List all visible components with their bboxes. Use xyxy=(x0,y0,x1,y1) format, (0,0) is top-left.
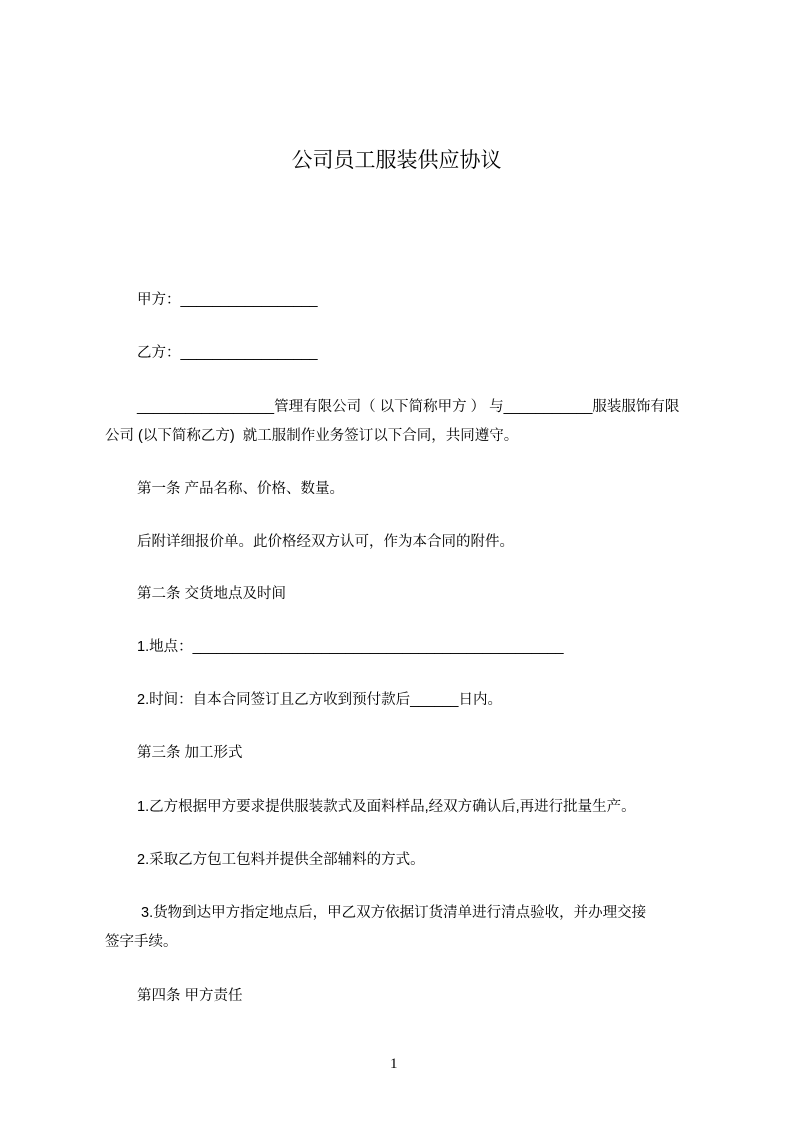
article-3-item-1: 1.乙方根据甲方要求提供服装款式及面料样品,经双方确认后,再进行批量生产。 xyxy=(137,799,636,815)
party-a-line: 甲方：_________________ xyxy=(137,292,318,308)
article-3-item-2: 2.采取乙方包工包料并提供全部辅料的方式。 xyxy=(137,852,425,868)
article-2-item-1: 1.地点：______________________________________________ xyxy=(137,639,564,655)
article-3-item-3: 3.货物到达甲方指定地点后，甲乙双方依据订货清单进行清点验收，并办理交接 xyxy=(137,905,647,921)
article-4-heading: 第四条 甲方责任 xyxy=(137,988,243,1004)
party-b-line: 乙方：_________________ xyxy=(137,345,318,361)
article-2-heading: 第二条 交货地点及时间 xyxy=(137,586,287,602)
article-2-item-2: 2.时间：自本合同签订且乙方收到预付款后______日内。 xyxy=(137,692,502,708)
document-title: 公司员工服装供应协议 xyxy=(291,149,502,172)
article-1-heading: 第一条 产品名称、价格、数量。 xyxy=(137,481,345,497)
page-number: 1 xyxy=(390,1056,398,1072)
article-1-text: 后附详细报价单。此价格经双方认可，作为本合同的附件。 xyxy=(137,534,514,550)
preamble-line-1: _________________管理有限公司（ 以下简称甲方 ） 与___________服装服饰有限 xyxy=(137,399,680,415)
article-3-heading: 第三条 加工形式 xyxy=(137,745,243,761)
article-3-item-3-cont: 签字手续。 xyxy=(105,934,178,950)
preamble-line-2: 公司 (以下简称乙方) 就工服制作业务签订以下合同，共同遵守。 xyxy=(105,428,519,444)
